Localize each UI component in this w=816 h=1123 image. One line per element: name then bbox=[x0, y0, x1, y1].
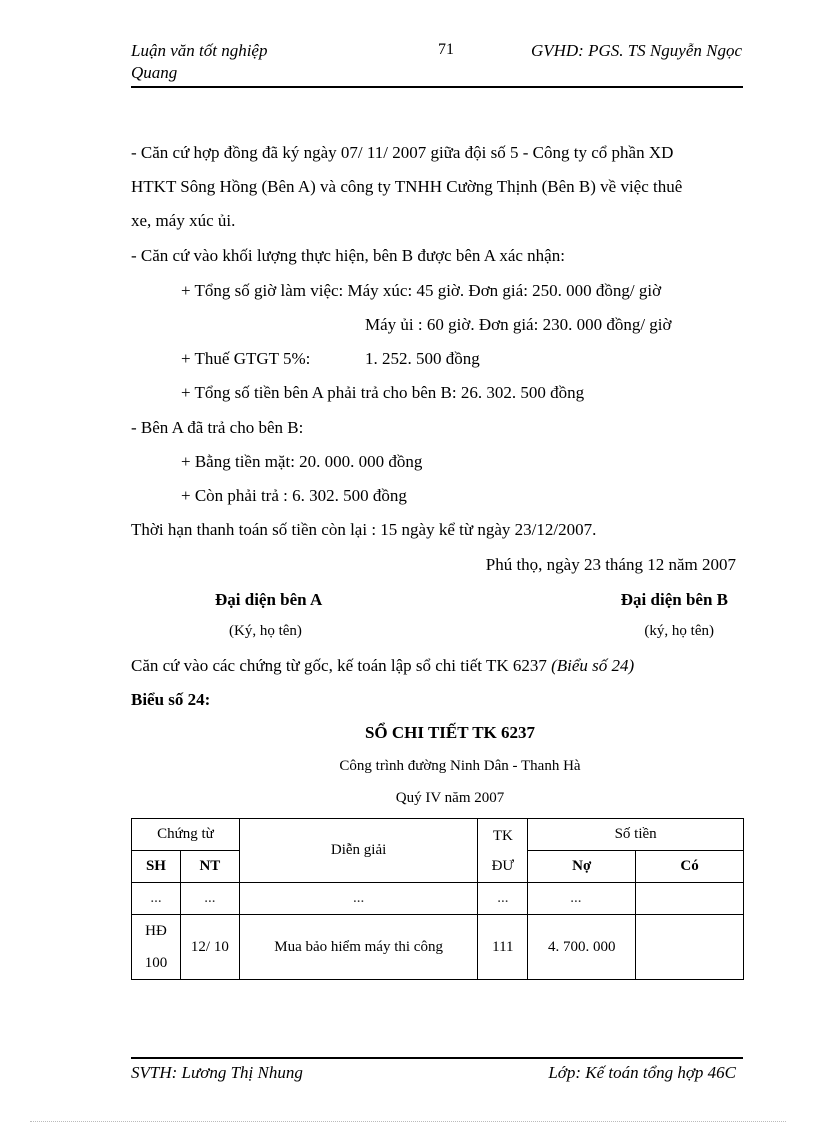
header-account-line-1: TK bbox=[492, 827, 513, 844]
form-label: Biểu số 24: bbox=[131, 690, 211, 709]
cell-debit: ... bbox=[528, 883, 636, 915]
ledger-table bbox=[131, 818, 744, 980]
paid-cash: + Bằng tiền mặt: 20. 000. 000 đồng bbox=[181, 452, 423, 471]
remaining-payable: + Còn phải trả : 6. 302. 500 đồng bbox=[181, 486, 407, 505]
cell-nt: ... bbox=[180, 883, 239, 915]
header-rule bbox=[131, 86, 743, 88]
vat-value: 1. 252. 500 đồng bbox=[365, 349, 480, 368]
contract-basis-line-3: xe, máy xúc ủi. bbox=[131, 211, 236, 230]
ledger-intro-text: Căn cứ vào các chứng từ gốc, kế toán lập sổ chi tiết TK 6237 bbox=[131, 656, 552, 675]
representative-a: Đại diện bên A bbox=[215, 590, 323, 609]
contract-basis-line-1: - Căn cứ hợp đồng đã ký ngày 07/ 11/ 2007 giữa đội số 5 - Công ty cổ phần XD bbox=[131, 143, 674, 162]
paid-intro: - Bên A đã trả cho bên B: bbox=[131, 418, 304, 437]
table-header-row-1 bbox=[132, 819, 744, 851]
ledger-intro-reference: (Biểu số 24) bbox=[551, 656, 635, 675]
cell-debit: 4. 700. 000 bbox=[528, 915, 636, 980]
page-bottom-edge bbox=[30, 1121, 786, 1122]
signature-note-b: (ký, họ tên) bbox=[644, 623, 714, 639]
header-credit: Có bbox=[636, 851, 744, 883]
header-sh: SH bbox=[132, 851, 181, 883]
hours-excavator: + Tổng số giờ làm việc: Máy xúc: 45 giờ. Đơn giá: 250. 000 đồng/ giờ bbox=[181, 281, 662, 300]
contract-basis-line-2: HTKT Sông Hồng (Bên A) và công ty TNHH Cường Thịnh (Bên B) về việc thuê bbox=[131, 177, 683, 196]
volume-basis: - Căn cứ vào khối lượng thực hiện, bên B được bên A xác nhận: bbox=[131, 246, 565, 265]
ledger-period: Quý IV năm 2007 bbox=[395, 790, 505, 806]
hours-bulldozer: Máy ủi : 60 giờ. Đơn giá: 230. 000 đồng/ giờ bbox=[365, 315, 672, 334]
cell-sh-line-1: HĐ bbox=[145, 923, 167, 939]
signature-note-a: (Ký, họ tên) bbox=[229, 623, 302, 639]
ledger-title: SỔ CHI TIẾT TK 6237 bbox=[364, 723, 536, 742]
cell-account: ... bbox=[478, 883, 528, 915]
footer-student: SVTH: Lương Thị Nhung bbox=[131, 1063, 303, 1082]
cell-description: ... bbox=[239, 883, 478, 915]
cell-credit bbox=[636, 883, 744, 915]
table-row bbox=[132, 915, 744, 980]
page-number: 71 bbox=[438, 41, 454, 58]
representative-b: Đại diện bên B bbox=[620, 590, 728, 609]
header-voucher: Chứng từ bbox=[132, 819, 240, 851]
cell-account: 111 bbox=[478, 915, 528, 980]
cell-sh bbox=[132, 915, 181, 980]
cell-nt: 12/ 10 bbox=[180, 915, 239, 980]
header-advisor: GVHD: PGS. TS Nguyễn Ngọc bbox=[530, 41, 742, 60]
header-amount: Số tiền bbox=[528, 819, 744, 851]
header-thesis-title: Luận văn tốt nghiệp bbox=[131, 41, 268, 60]
payment-deadline: Thời hạn thanh toán số tiền còn lại : 15 ngày kể từ ngày 23/12/2007. bbox=[131, 520, 597, 539]
place-date: Phú thọ, ngày 23 tháng 12 năm 2007 bbox=[485, 555, 736, 574]
header-description: Diễn giải bbox=[239, 819, 478, 883]
header-thesis-title-cont: Quang bbox=[131, 63, 178, 82]
vat-label: + Thuế GTGT 5%: bbox=[181, 349, 311, 368]
cell-sh-line-2: 100 bbox=[144, 955, 168, 971]
table-row-ellipsis bbox=[132, 883, 744, 915]
cell-credit bbox=[636, 915, 744, 980]
footer-class: Lớp: Kế toán tổng hợp 46C bbox=[548, 1063, 736, 1082]
cell-sh: ... bbox=[132, 883, 181, 915]
header-contra-account bbox=[478, 819, 528, 883]
ledger-intro bbox=[131, 656, 634, 676]
total-payable: + Tổng số tiền bên A phải trả cho bên B: 26. 302. 500 đồng bbox=[181, 383, 585, 402]
cell-description: Mua bảo hiểm máy thi công bbox=[239, 915, 478, 980]
header-nt: NT bbox=[180, 851, 239, 883]
ledger-project: Công trình đường Ninh Dân - Thanh Hà bbox=[339, 758, 581, 774]
footer-rule bbox=[131, 1057, 743, 1059]
header-debit: Nợ bbox=[528, 851, 636, 883]
header-account-line-2: ĐƯ bbox=[491, 857, 515, 874]
